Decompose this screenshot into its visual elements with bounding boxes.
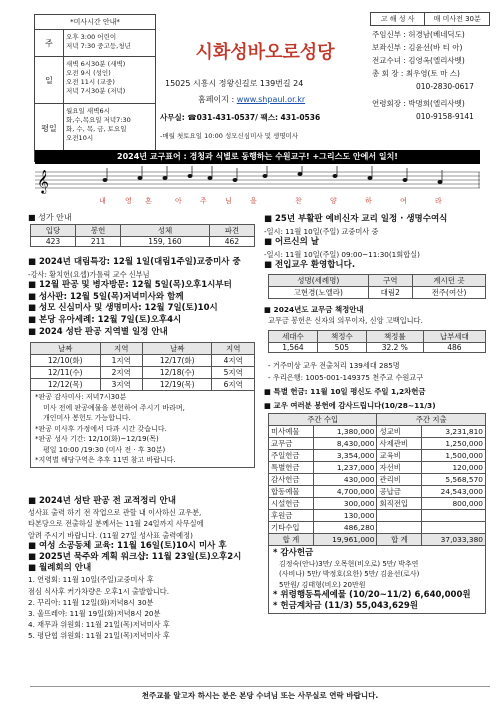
schedule-row-sunday xyxy=(35,57,155,104)
pangong-cell: 6지역 xyxy=(212,379,255,391)
finance-cell: 5,568,570 xyxy=(422,474,486,486)
pangong-note: *판공 감사미사: 저녁7시30분 xyxy=(35,393,127,401)
lyric: 혼 xyxy=(145,197,152,205)
finance-cell: 1,500,000 xyxy=(422,450,486,462)
donation-title: * 감사헌금 xyxy=(273,548,314,558)
finance-cell: 486,280 xyxy=(314,522,377,534)
finance-table xyxy=(268,413,486,614)
newcomers-table xyxy=(268,274,486,299)
newcomer-cell: 대림2 xyxy=(368,287,412,299)
schedule-line: 오전 9시 (성인) xyxy=(66,69,111,77)
finance-cell xyxy=(377,522,422,534)
tithe-title: ■ 2024년도 교무금 책정안내 xyxy=(264,305,364,314)
schedule-line: 화, 수, 목, 금, 토요일 xyxy=(66,125,127,133)
lyric: 주 xyxy=(200,197,207,205)
hymn-header: 성체 xyxy=(121,225,210,237)
staff-list xyxy=(372,28,474,123)
finance-cell: 800,000 xyxy=(422,498,486,510)
table-row xyxy=(269,474,486,486)
finance-cell: 관리비 xyxy=(377,474,422,486)
staff-role: 총 회 장 xyxy=(372,69,399,78)
table-row xyxy=(269,498,486,510)
lyric: 님 xyxy=(225,197,232,205)
homepage-label: 홈페이지 : xyxy=(198,95,235,104)
pangong-note: 평일 10:00 /19:30 (미사 전 · 후 30분) xyxy=(43,445,166,454)
confession-label: 고 해 성 사 xyxy=(371,13,425,25)
finance-cell: 1,380,000 xyxy=(314,426,377,438)
table-row xyxy=(269,450,486,462)
notice-item: ■ 2024년 성탄 판공 전 교적정리 안내 xyxy=(28,496,176,506)
notice-item: 1. 연령회: 11월 10일(주일)교중미사 후 xyxy=(28,575,154,585)
finance-cell: 3,231,810 xyxy=(422,426,486,438)
notice-item: ■ 여성 소공동체 교육: 11월 16일(토)10시 미사 후 xyxy=(28,540,227,551)
finance-cell: 시설헌금 xyxy=(269,498,314,510)
notice-item: 2. 꾸리아: 11월 12일(화)저녁8시 30분 xyxy=(28,597,154,607)
office-phone: 사무실: ☎031-431-0537/ 팩스: 431-0536 xyxy=(160,113,321,122)
pangong-cell: 12/17(화) xyxy=(142,355,212,367)
table-row xyxy=(31,379,255,391)
newcomer-header: 계시던 곳 xyxy=(412,275,485,287)
lyric: 여 xyxy=(400,197,407,205)
tithe-cell: 1,564 xyxy=(269,343,318,353)
schedule-label: 평일 xyxy=(35,104,64,152)
notice-item: 성사표 출력 하기 전 작업으로 관할 내 이사하신 교우분, xyxy=(28,508,202,518)
pangong-note: 개인미사 봉헌도 가능합니다. xyxy=(43,414,131,422)
finance-cell: 합동예물 xyxy=(269,486,314,498)
staff-role: 주임신부 xyxy=(372,30,401,39)
pangong-cell: 5지역 xyxy=(212,367,255,379)
total-label: 합 계 xyxy=(377,534,422,546)
finance-cell: 자선비 xyxy=(377,462,422,474)
treble-clef-icon: 𝄞 xyxy=(37,169,49,193)
schedule-line: 새벽 6시30분 (새벽) xyxy=(66,60,126,68)
lyric: 내 xyxy=(99,197,106,205)
pangong-cell: 2지역 xyxy=(100,367,142,379)
donation-line: 5만원/ 김태형(비오) 20만원 xyxy=(279,580,366,589)
pangong-cell: 12/19(목) xyxy=(142,379,212,391)
finance-cell: 1,250,000 xyxy=(422,438,486,450)
notice-item: ■ 25년 부활판 예비신자 교리 일정 · 생명수여식 xyxy=(264,214,448,224)
confession-time: 매 미사전 30분 xyxy=(433,15,481,23)
table-row xyxy=(269,426,486,438)
finance-cell: 130,000 xyxy=(314,510,377,522)
tithe-header: 납부세대 xyxy=(423,331,485,343)
finance-cell: 후원금 xyxy=(269,510,314,522)
staff-name: : 김영옥(엘리사벳) xyxy=(403,56,465,65)
finance-cell: 회직전입 xyxy=(377,498,422,510)
notice-item: -일시: 11월 10일(주일) 09:00~11:30(1회합실) xyxy=(264,249,420,259)
hymn-header: 파견 xyxy=(209,225,254,237)
building-fund: * 위령행동특세예물 (10/20~11/2) 6,640,000원 xyxy=(273,590,471,600)
staff-name: : 김윤선(바 티 아) xyxy=(403,43,463,52)
tithe-note: - 우리은행: 1005-001-149375 천주교 수원교구 xyxy=(268,372,424,382)
newcomer-header: 구역 xyxy=(368,275,412,287)
finance-cell: 교무금 xyxy=(269,438,314,450)
lyric: 아 xyxy=(175,197,182,205)
finance-cell: 3,354,000 xyxy=(314,450,377,462)
tithe-cell: 486 xyxy=(423,343,485,353)
tithe-cell: 505 xyxy=(317,343,366,353)
schedule-line: 화,수,목요일 저녁7:30 xyxy=(66,116,131,124)
lyric: 양 xyxy=(330,197,337,205)
donation-line: 김정숙(안나)3만/ 오목현(비오로) 5만/ 박추연 xyxy=(279,559,419,568)
pangong-cell: 4지역 xyxy=(212,355,255,367)
notice-item: ■ 12월 판공 및 병자방문: 12월 5일(목)오후1시부터 xyxy=(28,280,232,291)
finance-cell xyxy=(422,522,486,534)
notice-item: ■ 본당 유아세례: 12월 7일(토)오후4시 xyxy=(28,314,182,325)
notice-item: -일시: 11월 10일(주일) 교중미사 중 xyxy=(264,226,379,236)
lyric: 을 xyxy=(250,197,257,205)
charity-total: * 헌금계차금 (11/3) 55,043,629원 xyxy=(273,600,418,611)
tithe-note: - 거주미상 교우 전출처리 139세대 285명 xyxy=(268,361,400,370)
finance-cell: 기타수입 xyxy=(269,522,314,534)
staff-role: 전교수녀 xyxy=(372,56,401,65)
notice-item: ■ 2024년 대림특강: 12월 1일(대림1주일)교중미사 중 xyxy=(28,257,241,267)
total-expense: 37,033,380 xyxy=(422,534,486,546)
mass-schedule-box xyxy=(34,14,156,162)
pangong-header: 지역 xyxy=(212,343,255,355)
hymn-header: 입당 xyxy=(31,225,76,237)
pangong-note: *판공 미사후 가정에서 다과 시간 갖습니다. xyxy=(35,424,167,433)
notice-item: ■ 어르신의 날 xyxy=(264,237,320,248)
tithe-text: 교무금 봉헌은 신자의 의무이자, 신앙 고백입니다. xyxy=(268,316,423,325)
notice-item: ■ 2024 성탄 판공 지역별 일정 안내 xyxy=(28,326,168,337)
schedule-line: 월요일 새벽6시 xyxy=(66,107,110,115)
table-row xyxy=(269,462,486,474)
homepage-link[interactable]: www.shpaul.or.kr xyxy=(236,95,306,104)
notice-item: ■ 2025년 묵주와 계획 워크샵: 11월 23일(토)오후2시 xyxy=(28,552,242,563)
pangong-cell: 12/12(목) xyxy=(31,379,101,391)
lyric: 하 xyxy=(365,197,372,205)
staff-role: 보좌신부 xyxy=(372,43,401,52)
schedule-line: 저녁 7:30 중고등,청년 xyxy=(66,42,131,50)
notice-item: 점심 식사후 커가차량은 오후1시 출발합니다. xyxy=(28,586,169,596)
schedule-line: 저녁 7시30분 (저녁) xyxy=(66,87,126,95)
pangong-note: *지역별 해당구역은 추후 11면 참고 바랍니다. xyxy=(35,456,176,464)
notice-item: 4. 재무과 위원회: 11월 21일(목)저녁미사 후 xyxy=(28,620,170,630)
newcomer-cell: 고현경(노엘라) xyxy=(269,287,369,299)
table-row xyxy=(269,486,486,498)
notice-item: ■ 성사판: 12월 5일(목)저녁미사와 함께 xyxy=(28,291,184,302)
total-label: 합 계 xyxy=(269,534,314,546)
hymn-value: 159, 160 xyxy=(121,237,210,247)
bulletin-header xyxy=(370,12,490,26)
pangong-table xyxy=(30,342,255,468)
homepage-line xyxy=(198,94,305,105)
pangong-header: 날짜 xyxy=(142,343,212,355)
income-header: 주간 수입 xyxy=(269,414,377,426)
donation-line: (사비나) 5만/ 박정호(요한) 5만/ 김윤선(로사) xyxy=(279,570,420,578)
staff-phone: 010-9158-9141 xyxy=(416,112,474,121)
pangong-note: 미사 전에 판공예물을 봉헌하여 주시기 바라며, xyxy=(43,403,185,412)
tithe-table xyxy=(268,330,486,353)
parish-address: 15025 시흥시 정왕신길로 139번길 24 xyxy=(165,79,304,88)
hymn-value: 423 xyxy=(31,237,76,247)
notice-item: ■ 성모 신심미사 및 생명미사: 12월 7일(토)10시 xyxy=(28,303,218,314)
pangong-header: 날짜 xyxy=(31,343,101,355)
finance-cell: 교육비 xyxy=(377,450,422,462)
schedule-line: 오후 3:00 어린이 xyxy=(66,33,117,41)
hymn-guide-table xyxy=(30,224,255,247)
lyric: 영 xyxy=(125,197,132,205)
finance-cell: 4,700,000 xyxy=(314,486,377,498)
hymn-guide-title: ■ 성가 안내 xyxy=(28,213,72,222)
pangong-cell: 3지역 xyxy=(100,379,142,391)
notice-item: 타본당으로 전출하실 분께서는 11월 24일까지 사무실에 xyxy=(28,519,204,529)
notice-item: ■ 전입교우 환영합니다. xyxy=(264,260,356,271)
total-income: 19,961,000 xyxy=(314,534,377,546)
finance-cell: 미사예물 xyxy=(269,426,314,438)
finance-cell: 8,430,000 xyxy=(314,438,377,450)
newcomer-cell: 전주(여산) xyxy=(412,287,485,299)
finance-cell: 1,237,000 xyxy=(314,462,377,474)
schedule-row-weekday xyxy=(35,104,155,152)
footer-note: 천주교를 알고자 하시는 분은 본당 수녀님 또는 사무실로 연락 바랍니다. xyxy=(30,686,490,701)
finance-cell: 430,000 xyxy=(314,474,377,486)
motto-banner: 2024년 교구표어 : 경청과 식별로 동행하는 수원교구! +그리스도 안에서 일치! xyxy=(35,150,480,164)
tithe-header: 책정수 xyxy=(317,331,366,343)
table-row xyxy=(31,355,255,367)
parish-title: 시화성바오로성당 xyxy=(195,42,335,63)
schedule-label: 주 xyxy=(35,30,64,56)
special-collection: ■ 특별 헌금: 11월 10일 평신도 주일 1,2차헌금 xyxy=(264,387,426,396)
finance-title: ■ 교우 여러분 봉헌에 감사드립니다(10/28~11/3) xyxy=(264,401,436,410)
finance-cell xyxy=(422,510,486,522)
finance-cell: 24,543,000 xyxy=(422,486,486,498)
finance-cell: 감사헌금 xyxy=(269,474,314,486)
finance-cell: 300,000 xyxy=(314,498,377,510)
table-row xyxy=(269,438,486,450)
table-row xyxy=(269,510,486,522)
pangong-cell: 12/18(수) xyxy=(142,367,212,379)
hymn-value: 462 xyxy=(209,237,254,247)
finance-cell xyxy=(377,510,422,522)
mass-schedule-title: *미사시간 안내* xyxy=(35,15,155,30)
hymn-header: 봉헌 xyxy=(76,225,121,237)
monthly-notice: -매월 첫토요일 10:00 성모신심미사 및 생명미사 xyxy=(160,132,299,140)
pangong-header: 지역 xyxy=(100,343,142,355)
schedule-line: 오전 11시 (교중) xyxy=(66,78,115,86)
finance-cell: 주일헌금 xyxy=(269,450,314,462)
staff-name: : 최우영(토 마 스) xyxy=(400,69,460,78)
tithe-header: 책정률 xyxy=(366,331,423,343)
pangong-cell: 1지역 xyxy=(100,355,142,367)
notice-item: -강사: 황치헌(요셉)가톨릭 교수 신부님 xyxy=(28,269,150,279)
tithe-notes xyxy=(268,360,423,383)
pangong-cell: 12/10(화) xyxy=(31,355,101,367)
schedule-row-sunday-early xyxy=(35,30,155,57)
staff-name: : 박명희(엘리사벳) xyxy=(403,99,465,108)
staff-phone: 010-2830-0617 xyxy=(416,82,474,91)
finance-cell: 사제관비 xyxy=(377,438,422,450)
pangong-note: *판공 성사 기간: 12/10(화)~12/19(목) xyxy=(35,435,159,443)
schedule-line: 오전10시 xyxy=(66,134,94,142)
tithe-cell: 32.2 % xyxy=(366,343,423,353)
table-row xyxy=(31,367,255,379)
tithe-header: 세대수 xyxy=(269,331,318,343)
finance-cell: 120,000 xyxy=(422,462,486,474)
lyric: 찬 xyxy=(295,197,302,205)
notice-item: 3. 울뜨레야: 11월 19일(화)저녁8시 20분 xyxy=(28,609,161,619)
notice-item: 알려 주시기 바랍니다. (11월 27일 성사표 출력예정) xyxy=(28,530,193,540)
schedule-label: 일 xyxy=(35,57,64,103)
left-notices xyxy=(28,257,260,338)
notice-item: ■ 월례회의 안내 xyxy=(28,563,92,574)
newcomer-header: 성명(세례명) xyxy=(269,275,369,287)
staff-name: : 허경남(베네딕도) xyxy=(403,30,465,39)
finance-cell: 성교비 xyxy=(377,426,422,438)
total-row xyxy=(269,534,486,546)
pangong-notes xyxy=(31,391,255,468)
finance-cell: 특별헌금 xyxy=(269,462,314,474)
donation-notes xyxy=(269,546,486,614)
right-notices xyxy=(264,214,489,272)
staff-role: 연령회장 xyxy=(372,99,401,108)
left-notices-2 xyxy=(28,496,260,642)
lyric: 라 xyxy=(435,197,442,205)
finance-cell: 공납금 xyxy=(377,486,422,498)
expense-header: 주간 지출 xyxy=(377,414,486,426)
pangong-cell: 12/11(수) xyxy=(31,367,101,379)
notice-item: 5. 평단협 위원회: 11월 21일(목)저녁미사 후 xyxy=(28,631,170,641)
table-row xyxy=(269,522,486,534)
hymn-value: 211 xyxy=(76,237,121,247)
